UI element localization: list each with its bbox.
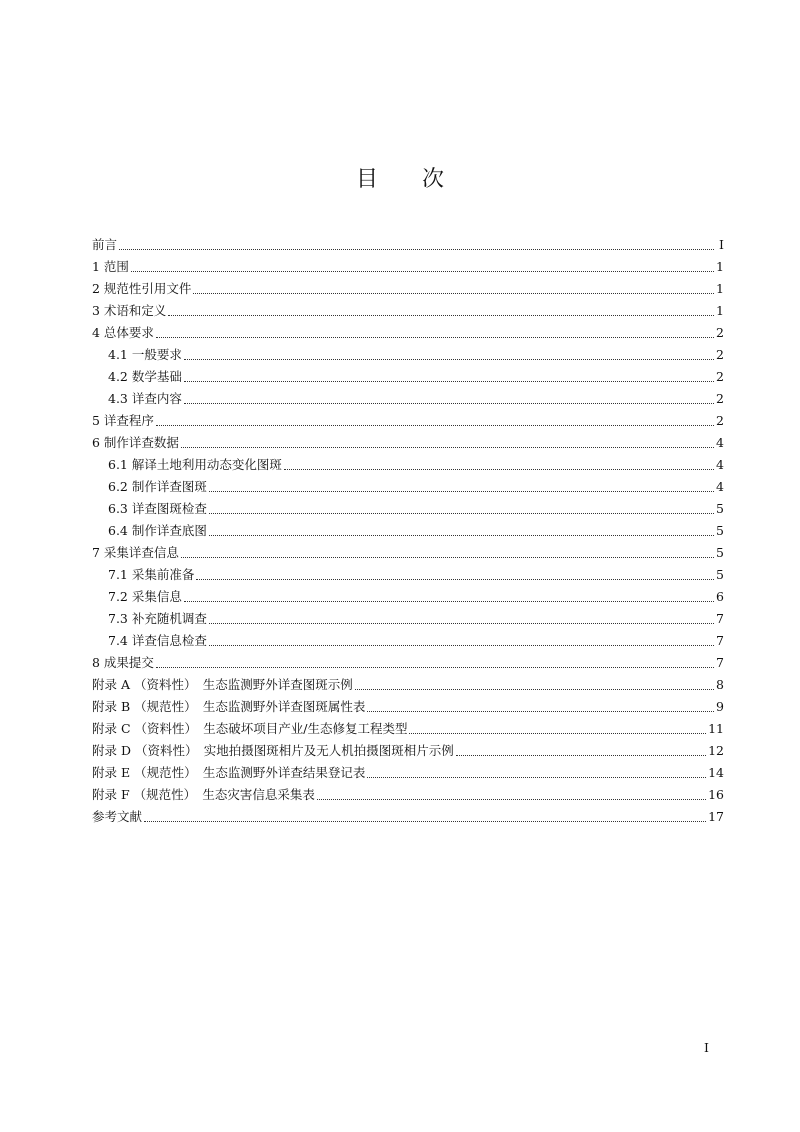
toc-entry-page: 1 (716, 303, 724, 318)
toc-entry[interactable] (92, 278, 724, 300)
toc-entry-label: 4.1 一般要求 (108, 347, 182, 362)
toc-entry-page: 5 (716, 501, 724, 516)
toc-entry-label: 6.3 详查图斑检查 (108, 501, 207, 516)
toc-entry[interactable] (92, 322, 724, 344)
toc-entry-page: 4 (716, 457, 724, 472)
toc-entry-page: 2 (716, 325, 724, 340)
toc-dot-leader (317, 798, 706, 800)
toc-entry-page: 2 (716, 347, 724, 362)
toc-entry-label: 6.1 解译土地利用动态变化图斑 (108, 457, 282, 472)
toc-entry-page: 12 (708, 743, 724, 758)
toc-entry[interactable] (92, 542, 724, 564)
toc-entry-page: I (719, 237, 724, 252)
toc-entry[interactable] (92, 256, 724, 278)
toc-dot-leader (184, 380, 714, 382)
toc-entry-label: 2 规范性引用文件 (92, 281, 192, 296)
toc-entry[interactable] (92, 432, 724, 454)
toc-entry[interactable] (92, 564, 724, 586)
toc-entry[interactable] (92, 784, 724, 806)
toc-dot-leader (196, 578, 714, 580)
toc-entry-page: 1 (716, 281, 724, 296)
toc-dot-leader (156, 424, 714, 426)
toc-entry[interactable] (92, 388, 724, 410)
page-number: I (704, 1040, 709, 1055)
toc-entry-page: 5 (716, 567, 724, 582)
toc-entry-label: 5 详查程序 (92, 413, 154, 428)
toc-entry-label: 3 术语和定义 (92, 303, 167, 318)
toc-entry-page: 7 (716, 633, 724, 648)
toc-dot-leader (209, 644, 714, 646)
toc-entry-page: 17 (708, 809, 724, 824)
toc-dot-leader (284, 468, 714, 470)
toc-entry[interactable] (92, 718, 724, 740)
toc-entry-page: 7 (716, 655, 724, 670)
toc-dot-leader (209, 490, 714, 492)
toc-entry-page: 14 (708, 765, 724, 780)
toc-entry[interactable] (92, 344, 724, 366)
toc-entry-label: 附录 A （资料性） 生态监测野外详查图斑示例 (92, 677, 353, 692)
toc-entry-page: 4 (716, 479, 724, 494)
toc-dot-leader (193, 292, 714, 294)
toc-entry-label: 附录 E （规范性） 生态监测野外详查结果登记表 (92, 765, 366, 780)
toc-entry[interactable] (92, 674, 724, 696)
toc-entry-label: 6.2 制作详查图斑 (108, 479, 207, 494)
toc-entry[interactable] (92, 410, 724, 432)
toc-entry[interactable] (92, 300, 724, 322)
toc-dot-leader (209, 512, 714, 514)
toc-entry-label: 附录 F （规范性） 生态灾害信息采集表 (92, 787, 315, 802)
toc-dot-leader (409, 732, 706, 734)
toc-dot-leader (156, 666, 714, 668)
toc-entry-page: 6 (716, 589, 724, 604)
toc-entry-label: 7.3 补充随机调查 (108, 611, 207, 626)
toc-entry-label: 8 成果提交 (92, 655, 154, 670)
toc-entry-label: 前言 (92, 237, 118, 252)
toc-dot-leader (181, 556, 714, 558)
toc-dot-leader (181, 446, 714, 448)
toc-entry-page: 2 (716, 413, 724, 428)
toc-entry-page: 8 (716, 677, 724, 692)
toc-entry-page: 11 (708, 721, 724, 736)
toc-entry-page: 16 (708, 787, 724, 802)
toc-dot-leader (367, 776, 706, 778)
toc-dot-leader (144, 820, 706, 822)
toc-entry-label: 附录 B （规范性） 生态监测野外详查图斑属性表 (92, 699, 366, 714)
toc-entry[interactable] (92, 234, 724, 256)
toc-entry-label: 7.1 采集前准备 (108, 567, 195, 582)
toc-entry-page: 5 (716, 523, 724, 538)
toc-dot-leader (209, 534, 714, 536)
toc-entry[interactable] (92, 740, 724, 762)
toc-entry[interactable] (92, 652, 724, 674)
toc-entry-label: 附录 C （资料性） 生态破坏项目产业/生态修复工程类型 (92, 721, 408, 736)
toc-entry-label: 1 范围 (92, 259, 129, 274)
toc-entry[interactable] (92, 806, 724, 828)
toc-entry-label: 7.2 采集信息 (108, 589, 182, 604)
toc-entry-label: 4.3 详查内容 (108, 391, 182, 406)
toc-entry-label: 附录 D （资料性） 实地拍摄图斑相片及无人机拍摄图斑相片示例 (92, 743, 454, 758)
toc-entry[interactable] (92, 476, 724, 498)
toc-entry-label: 7.4 详查信息检查 (108, 633, 207, 648)
toc-dot-leader (168, 314, 714, 316)
toc-dot-leader (209, 622, 714, 624)
toc-entry-label: 6 制作详查数据 (92, 435, 179, 450)
toc-entry-page: 1 (716, 259, 724, 274)
toc-dot-leader (184, 358, 714, 360)
page-title: 目 次 (355, 167, 444, 192)
toc-entry[interactable] (92, 762, 724, 784)
toc-entry[interactable] (92, 696, 724, 718)
toc-entry[interactable] (92, 520, 724, 542)
toc-entry-label: 6.4 制作详查底图 (108, 523, 207, 538)
toc-dot-leader (355, 688, 714, 690)
toc-entry[interactable] (92, 498, 724, 520)
toc-dot-leader (131, 270, 714, 272)
toc-entry-page: 2 (716, 391, 724, 406)
toc-entry-page: 2 (716, 369, 724, 384)
toc-entry-label: 7 采集详查信息 (92, 545, 179, 560)
toc-entry-page: 9 (716, 699, 724, 714)
toc-entry[interactable] (92, 630, 724, 652)
toc-dot-leader (156, 336, 714, 338)
toc-entry[interactable] (92, 586, 724, 608)
toc-dot-leader (184, 600, 714, 602)
table-of-contents (92, 234, 724, 828)
toc-entry[interactable] (92, 366, 724, 388)
toc-entry-page: 7 (716, 611, 724, 626)
toc-entry-page: 4 (716, 435, 724, 450)
toc-dot-leader (184, 402, 714, 404)
toc-entry-label: 4.2 数学基础 (108, 369, 182, 384)
toc-entry-page: 5 (716, 545, 724, 560)
toc-dot-leader (456, 754, 706, 756)
toc-entry-label: 参考文献 (92, 809, 143, 824)
toc-entry[interactable] (92, 608, 724, 630)
toc-dot-leader (119, 248, 714, 250)
toc-entry-label: 4 总体要求 (92, 325, 154, 340)
toc-entry[interactable] (92, 454, 724, 476)
toc-dot-leader (367, 710, 714, 712)
